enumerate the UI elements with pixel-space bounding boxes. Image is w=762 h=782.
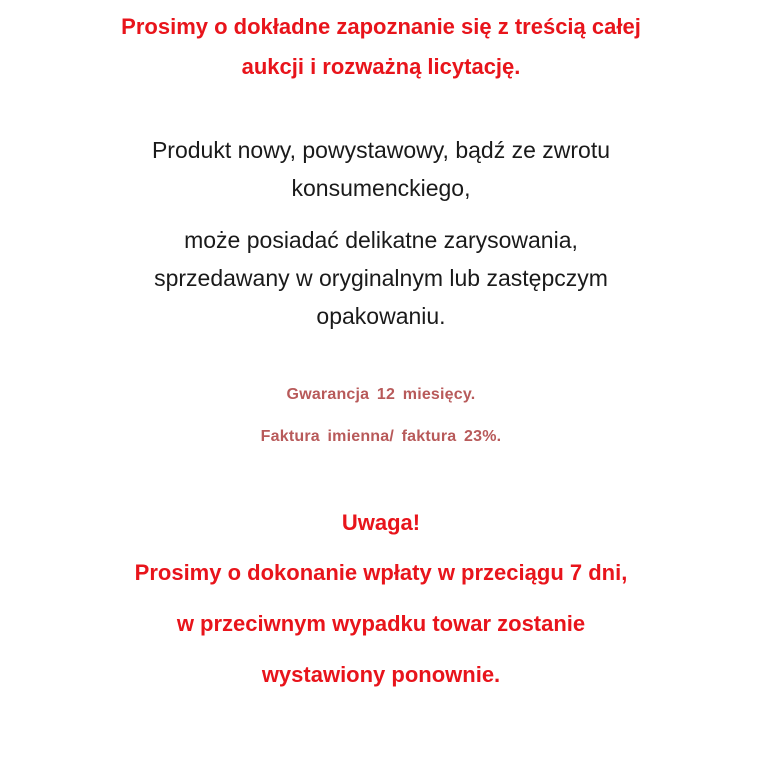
product-line-3: może posiadać delikatne zarysowania,: [184, 227, 578, 253]
product-line-1: Produkt nowy, powystawowy, bądź ze zwrotu: [151, 137, 611, 163]
invoice-text: Faktura imienna/ faktura 23%.: [260, 428, 502, 445]
notice-line-2: w przeciwnym wypadku towar zostanie: [176, 611, 586, 636]
product-line-2: konsumenckiego,: [291, 175, 471, 201]
notice-line-1: Prosimy o dokonanie wpłaty w przeciągu 7 dni,: [134, 560, 628, 585]
product-line-4: sprzedawany w oryginalnym lub zastępczym: [154, 265, 608, 291]
product-line-5: opakowaniu.: [316, 303, 446, 329]
warranty-text: Gwarancja 12 miesięcy.: [286, 386, 476, 403]
intro-line-2: aukcji i rozważną licytację.: [241, 54, 521, 79]
notice-heading: Uwaga!: [341, 510, 421, 535]
intro-line-1: Prosimy o dokładne zapoznanie się z treścią całej: [121, 14, 641, 39]
notice-line-3: wystawiony ponownie.: [261, 662, 501, 687]
